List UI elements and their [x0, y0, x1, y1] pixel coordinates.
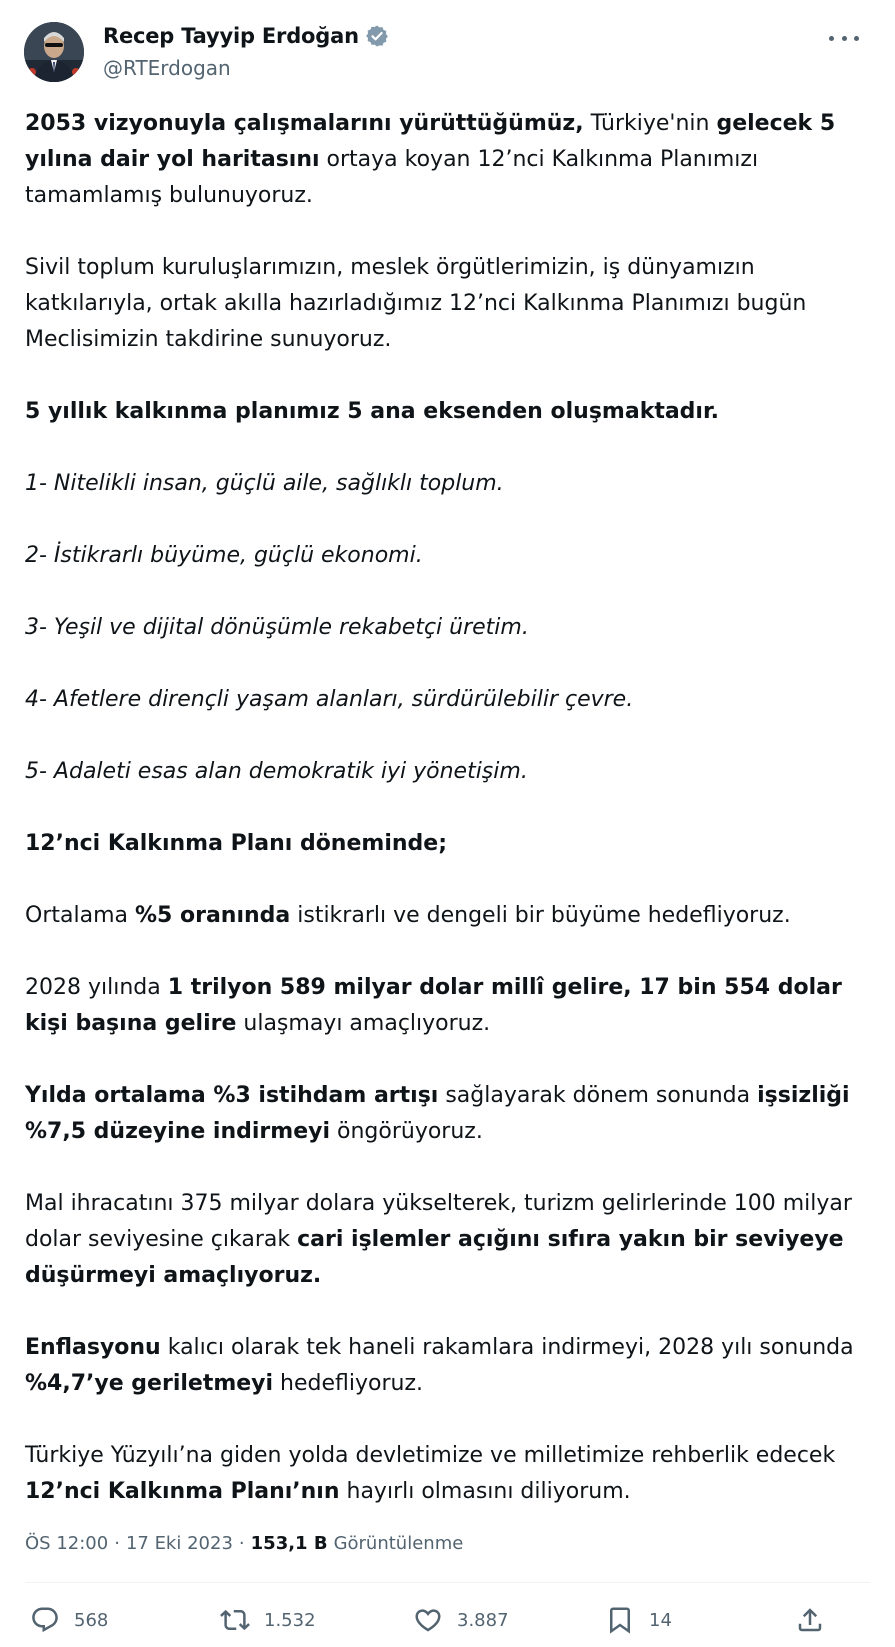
- tweet-paragraph: [25, 394, 875, 430]
- divider: [25, 1582, 870, 1583]
- tweet-text-segment: 3- Yeşil ve dijital dönüşümle rekabetçi üretim.: [25, 615, 529, 640]
- tweet-paragraph: [25, 1330, 875, 1402]
- views-label: Görüntülenme: [333, 1533, 464, 1554]
- tweet-paragraph: [25, 1078, 875, 1150]
- tweet-paragraph: [25, 970, 875, 1042]
- bookmark-count: 14: [649, 1609, 672, 1631]
- tweet-text-segment: ortaya koyan 12’nci Kalkınma Planımızı tamamlamış bulunuyoruz.: [25, 147, 759, 208]
- tweet-date[interactable]: 17 Eki 2023: [125, 1533, 233, 1554]
- tweet-bold-text: 5 yıllık kalkınma planımız 5 ana eksenden oluşmaktadır.: [25, 399, 720, 424]
- tweet-text-segment: Ortalama: [25, 903, 135, 928]
- tweet-paragraph: [25, 754, 875, 790]
- tweet-paragraph: [25, 1438, 875, 1510]
- tweet-text-segment: Türkiye Yüzyılı’na giden yolda devletimize ve milletimize rehberlik edecek: [25, 1443, 836, 1468]
- tweet-paragraph: [25, 466, 875, 502]
- tweet-bold-text: gelecek 5 yılına dair yol haritasını: [25, 111, 836, 172]
- tweet-bold-text: işsizliği %7,5 düzeyine indirmeyi: [25, 1083, 850, 1144]
- tweet-bold-text: 2053 vizyonuyla çalışmalarını yürüttüğümüz,: [25, 111, 584, 136]
- views-count: 153,1 B: [250, 1533, 328, 1554]
- tweet-paragraph: [25, 826, 875, 862]
- tweet-paragraph: [25, 898, 875, 934]
- tweet-bold-text: 12’nci Kalkınma Planı’nın: [25, 1479, 340, 1504]
- tweet-text-segment: ulaşmayı amaçlıyoruz.: [236, 1011, 491, 1036]
- avatar-image: [24, 22, 84, 82]
- tweet-bold-text: %5 oranında: [134, 903, 291, 928]
- ellipsis-icon[interactable]: [829, 28, 859, 48]
- tweet-paragraph: [25, 538, 875, 574]
- tweet-text-segment: sağlayarak dönem sonunda: [438, 1083, 758, 1108]
- tweet-bold-text: Enflasyonu: [25, 1335, 161, 1360]
- share-upload-icon: [795, 1605, 825, 1635]
- author-handle[interactable]: @RTErdogan: [103, 56, 231, 80]
- retweet-count: 1.532: [264, 1609, 316, 1631]
- verified-badge-icon[interactable]: [365, 24, 389, 48]
- tweet-text: [25, 106, 875, 1510]
- tweet-text-segment: hedefliyoruz.: [273, 1371, 424, 1396]
- reply-count: 568: [74, 1609, 109, 1631]
- tweet-text-segment: 4- Afetlere dirençli yaşam alanları, sürdürülebilir çevre.: [25, 687, 634, 712]
- tweet-paragraph: [25, 250, 875, 358]
- tweet-text-segment: hayırlı olmasını diliyorum.: [339, 1479, 631, 1504]
- heart-icon: [413, 1605, 443, 1635]
- share-button[interactable]: [795, 1605, 825, 1635]
- tweet-paragraph: [25, 682, 875, 718]
- reply-button[interactable]: [30, 1605, 108, 1635]
- tweet-bold-text: 1 trilyon 589 milyar dolar millî gelire, 17 bin 554 dolar kişi başına gelire: [25, 975, 842, 1036]
- tweet-time[interactable]: ÖS 12:00: [25, 1533, 109, 1554]
- tweet-bold-text: cari işlemler açığını sıfıra yakın bir seviyeye düşürmeyi amaçlıyoruz.: [25, 1227, 844, 1288]
- speech-bubble-icon: [30, 1605, 60, 1635]
- tweet-paragraph: [25, 1186, 875, 1294]
- tweet-bold-text: Yılda ortalama %3 istihdam artışı: [25, 1083, 439, 1108]
- bookmark-button[interactable]: [605, 1605, 672, 1635]
- tweet-text-segment: öngörüyoruz.: [330, 1119, 483, 1144]
- tweet-paragraph: [25, 106, 875, 214]
- meta-separator: ·: [114, 1533, 120, 1554]
- tweet-text-segment: Mal ihracatını 375 milyar dolara yükselterek, turizm gelirlerinde 100 milyar dolar seviyesine çıkarak: [25, 1191, 852, 1252]
- tweet-bold-text: 12’nci Kalkınma Planı döneminde;: [25, 831, 447, 856]
- tweet-paragraph: [25, 610, 875, 646]
- tweet-text-segment: Türkiye'nin: [583, 111, 717, 136]
- tweet-text-segment: Sivil toplum kuruluşlarımızın, meslek örgütlerimizin, iş dünyamızın katkılarıyla, ortak akılla hazırladığımız 12’nci Kalkınma Planımızı bugün Meclisimizin takdirine sunuyoruz.: [25, 255, 807, 352]
- retweet-button[interactable]: [220, 1605, 316, 1635]
- like-count: 3.887: [457, 1609, 509, 1631]
- author-display-name[interactable]: Recep Tayyip Erdoğan: [103, 24, 359, 48]
- tweet-meta: [25, 1533, 463, 1554]
- tweet-text-segment: 2- İstikrarlı büyüme, güçlü ekonomi.: [25, 543, 423, 568]
- retweet-arrows-icon: [220, 1605, 250, 1635]
- tweet-text-segment: istikrarlı ve dengeli bir büyüme hedefliyoruz.: [290, 903, 791, 928]
- tweet-text-segment: 2028 yılında: [25, 975, 168, 1000]
- author-name-row: [103, 24, 389, 48]
- meta-separator: ·: [238, 1533, 245, 1554]
- tweet-actions: [30, 1605, 865, 1637]
- like-button[interactable]: [413, 1605, 509, 1635]
- tweet-bold-text: %4,7’ye geriletmeyi: [25, 1371, 274, 1396]
- tweet-text-segment: kalıcı olarak tek haneli rakamlara indirmeyi, 2028 yılı sonunda: [160, 1335, 854, 1360]
- tweet-text-segment: 5- Adaleti esas alan demokratik iyi yönetişim.: [25, 759, 528, 784]
- bookmark-icon: [605, 1605, 635, 1635]
- tweet-text-segment: 1- Nitelikli insan, güçlü aile, sağlıklı toplum.: [25, 471, 504, 496]
- avatar[interactable]: [24, 22, 84, 82]
